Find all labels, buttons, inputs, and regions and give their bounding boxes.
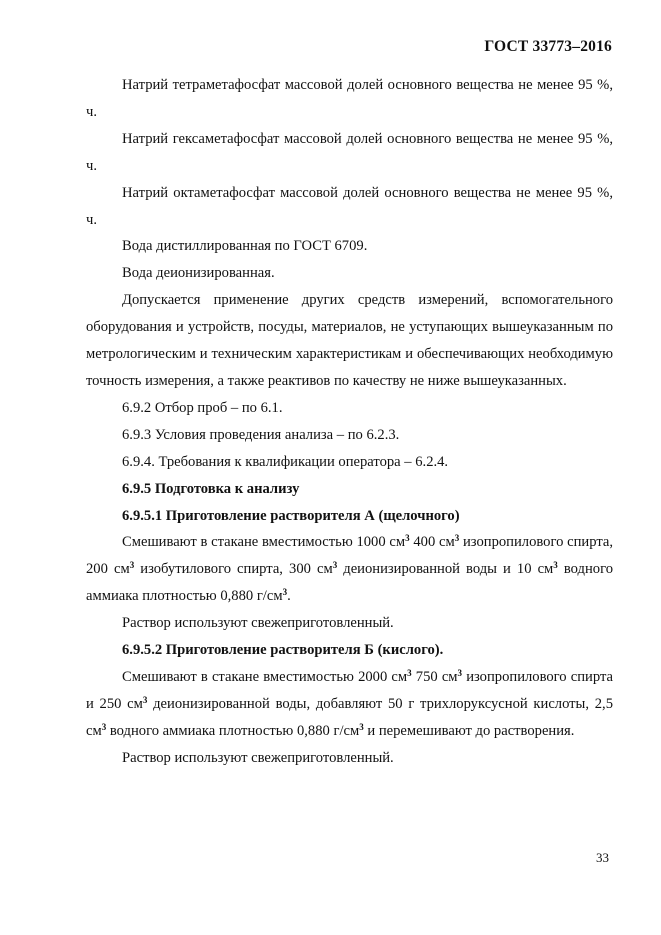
superscript: 3 — [405, 533, 410, 544]
paragraph-solvent-b-note: Раствор используют свежеприготовленный. — [122, 749, 394, 766]
text-fragment: изопропилового спирта и 250 см — [86, 668, 613, 712]
section-heading-solvent-a: 6.9.5.1 Приготовление растворителя А (щелочного) — [122, 507, 460, 524]
superscript: 3 — [101, 721, 107, 732]
paragraph-solvent-b-recipe — [86, 664, 613, 745]
superscript: 3 — [553, 560, 558, 571]
text-fragment: деионизированной воды, добавляют 50 г трихлоруксусной кислоты, 2,5 см — [86, 695, 613, 739]
text-fragment: и перемешивают до растворения. — [363, 722, 575, 739]
paragraph-deionized-water: Вода деионизированная. — [122, 265, 275, 282]
superscript: 3 — [282, 587, 288, 598]
text-fragment: 400 см — [409, 534, 455, 551]
superscript: 3 — [359, 721, 364, 732]
section-heading-solvent-b: 6.9.5.2 Приготовление растворителя Б (кислого). — [122, 642, 444, 659]
paragraph-sampling: 6.9.2 Отбор проб – по 6.1. — [122, 399, 283, 416]
standard-code-header: ГОСТ 33773–2016 — [484, 38, 612, 55]
superscript: 3 — [407, 667, 412, 678]
superscript: 3 — [457, 667, 463, 678]
paragraph-reagent-octametaphosphate: Натрий октаметафосфат массовой долей основного вещества не менее 95 %, ч. — [86, 184, 613, 228]
text-fragment: водного аммиака плотностью 0,880 г/см — [106, 722, 360, 739]
text-fragment: . — [287, 588, 291, 605]
paragraph-analysis-conditions: 6.9.3 Условия проведения анализа – по 6.2.3. — [122, 426, 400, 443]
superscript: 3 — [142, 694, 148, 705]
paragraph-operator-qualification: 6.9.4. Требования к квалификации оператора – 6.2.4. — [122, 453, 449, 470]
superscript: 3 — [129, 560, 135, 571]
paragraph-distilled-water: Вода дистиллированная по ГОСТ 6709. — [122, 238, 368, 255]
section-heading-preparation: 6.9.5 Подготовка к анализу — [122, 480, 300, 497]
page-number: 33 — [596, 850, 609, 865]
text-fragment: изопропилового спирта, 200 см — [86, 534, 614, 578]
text-fragment: деионизированной воды и 10 см — [337, 561, 554, 578]
superscript: 3 — [454, 533, 460, 544]
paragraph-solvent-a-note: Раствор используют свежеприготовленный. — [122, 615, 394, 632]
paragraph-reagent-tetrametaphosphate: Натрий тетраметафосфат массовой долей основного вещества не менее 95 %, ч. — [86, 77, 613, 120]
text-fragment: Смешивают в стакане вместимостью 2000 см — [122, 668, 408, 685]
text-fragment: изобутилового спирта, 300 см — [134, 561, 333, 578]
paragraph-equipment-allowance: Допускается применение других средств измерений, вспомогательного оборудования и устройств, посуды, материалов, не уступающих вышеуказанным по метрологическим и техническим характеристикам и обеспечивающих необходимую точность измерения, а также реактивов по качеству не ниже вышеуказанных. — [86, 292, 613, 389]
text-fragment: водного аммиака плотностью 0,880 г/см — [86, 561, 613, 605]
superscript: 3 — [332, 560, 338, 571]
text-fragment: Смешивают в стакане вместимостью 1000 см — [122, 534, 406, 551]
document-body — [86, 72, 613, 772]
text-fragment: 750 см — [411, 668, 458, 685]
paragraph-solvent-a-recipe — [86, 529, 613, 610]
paragraph-reagent-hexametaphosphate: Натрий гексаметафосфат массовой долей основного вещества не менее 95 %, ч. — [86, 130, 613, 174]
